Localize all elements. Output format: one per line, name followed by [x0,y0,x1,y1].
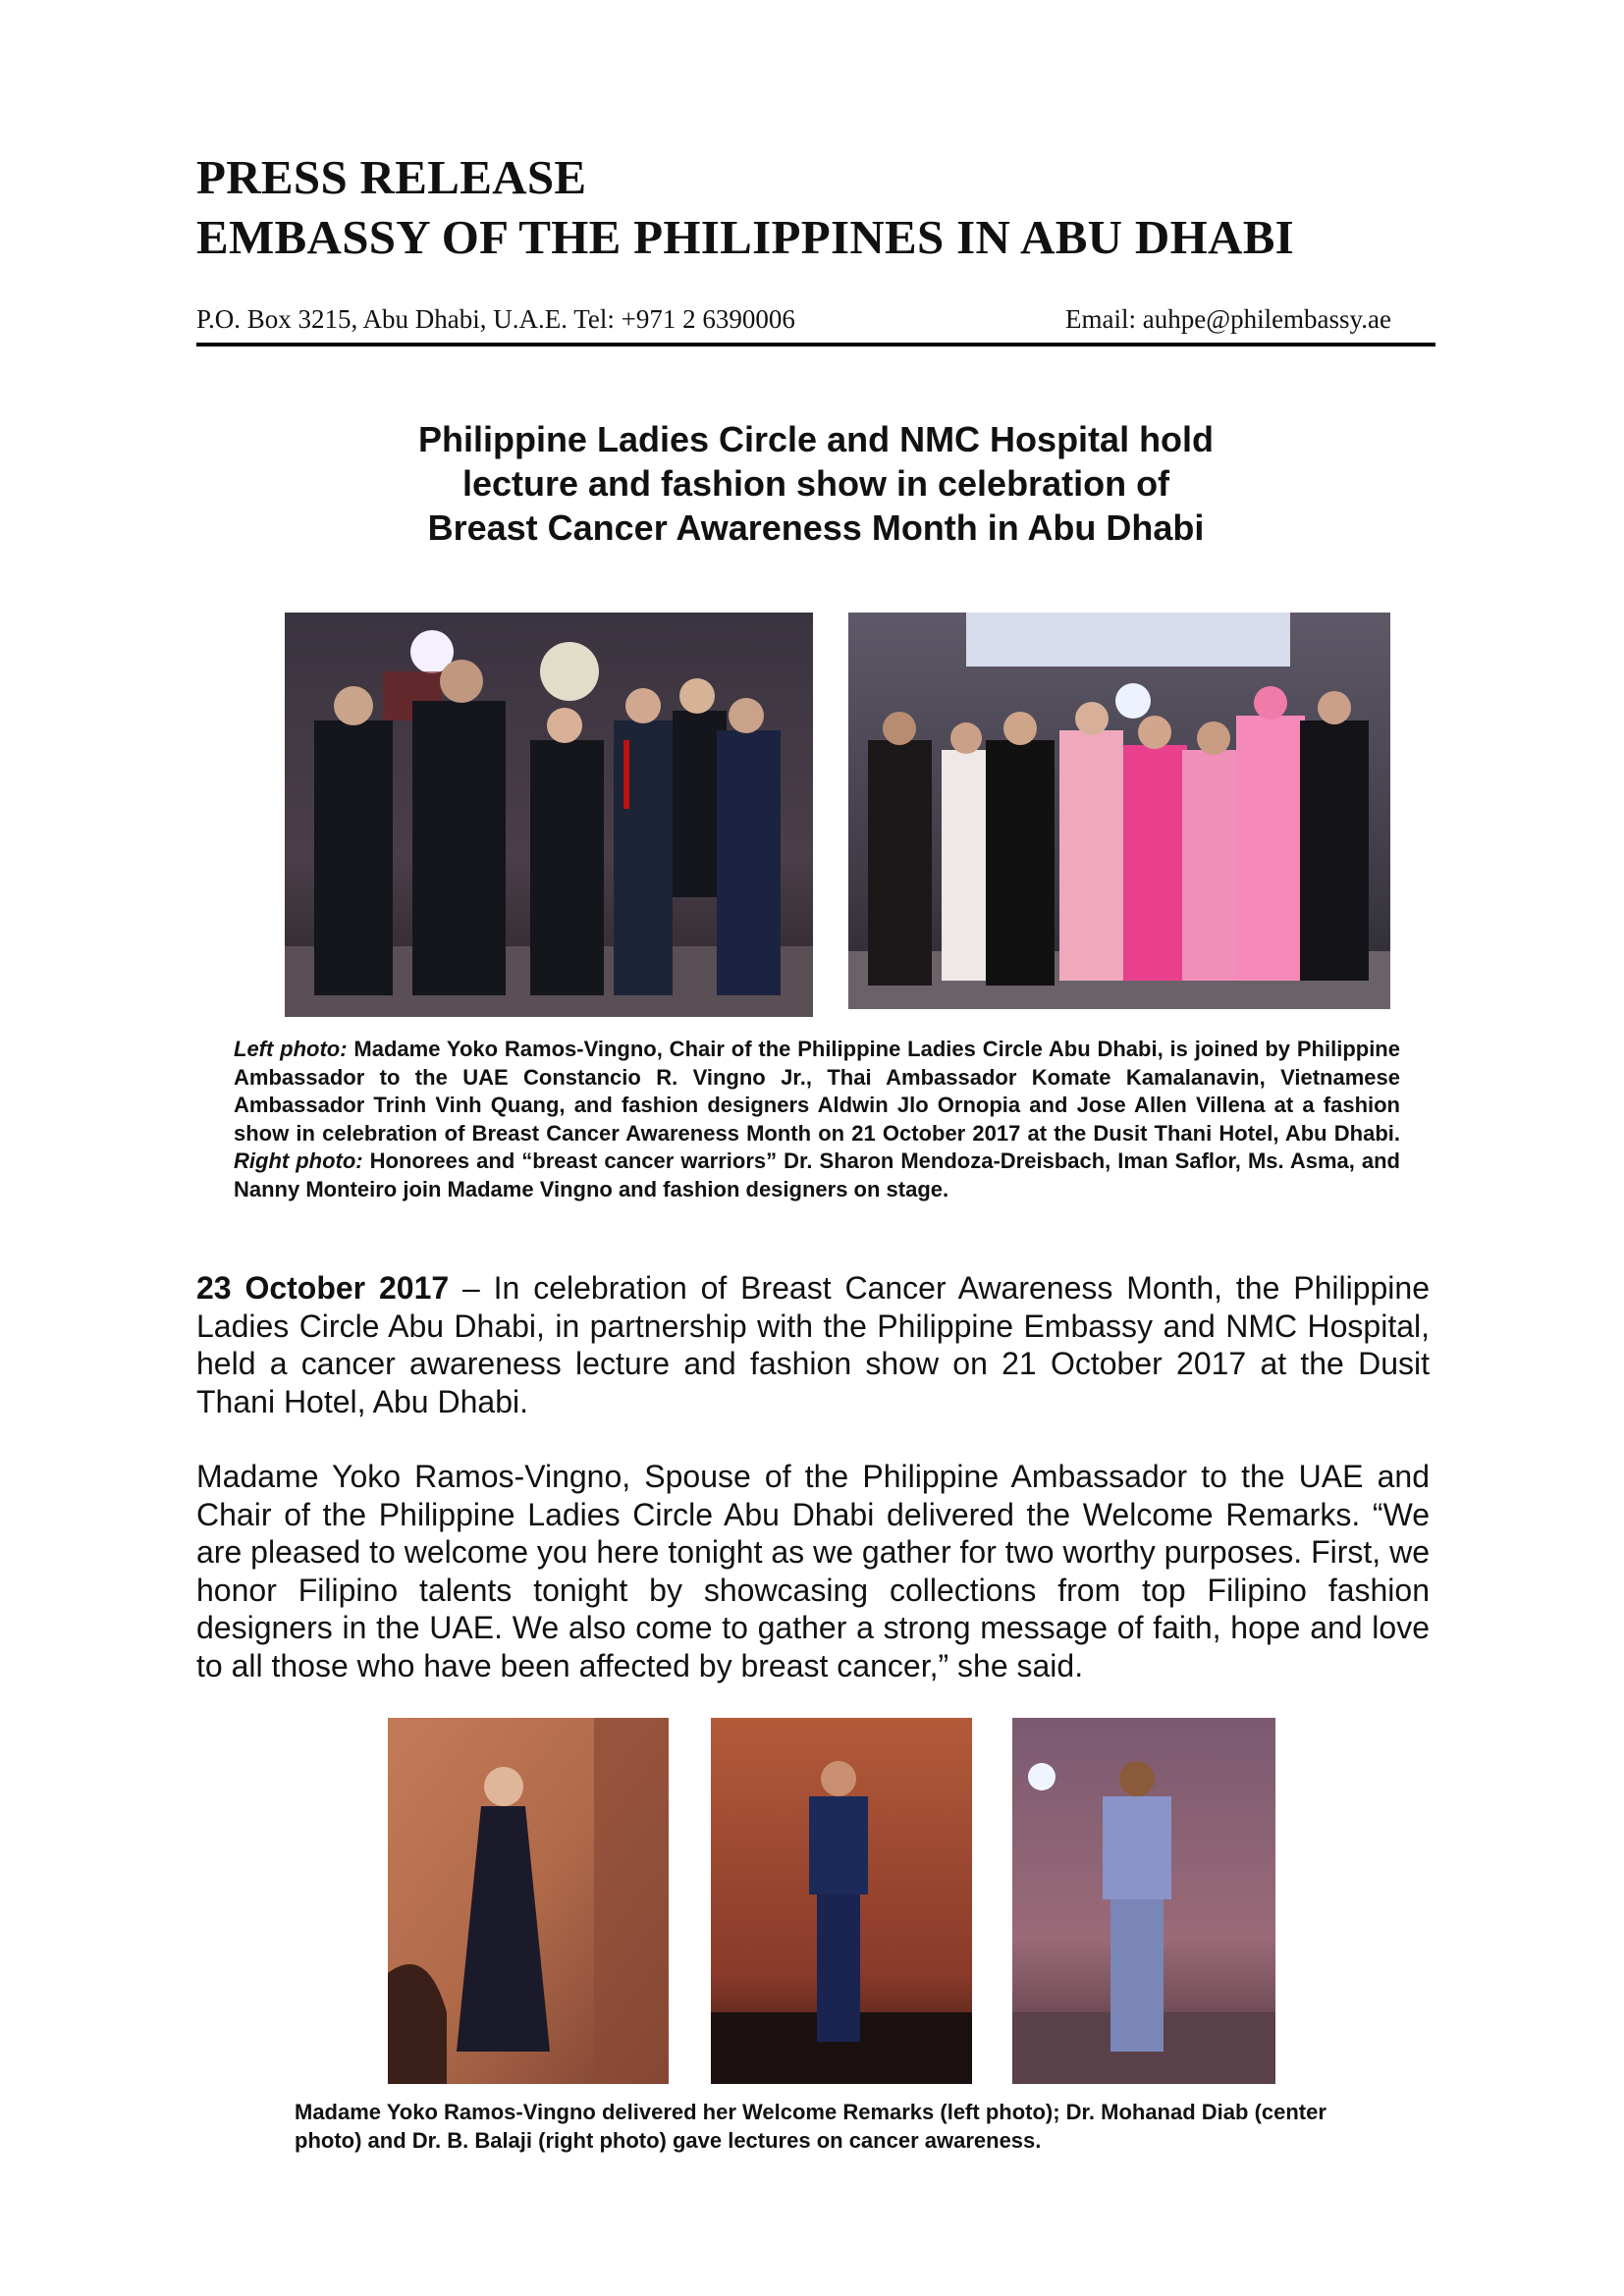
photo-honorees-on-stage [848,613,1390,1009]
bottom-photos-caption: Madame Yoko Ramos-Vingno delivered her Welcome Remarks (left photo); Dr. Mohanad Diab (center photo) and Dr. B. Balaji (right photo) gave lectures on cancer awareness. [295,2100,1326,2153]
article-headline [196,417,1435,550]
header-divider [196,343,1435,347]
headline-line-3: Breast Cancer Awareness Month in Abu Dhabi [427,507,1205,548]
photo-dr-mohanad-diab [711,1718,972,2084]
press-release-title [196,147,1294,267]
caption-left-label: Left photo: [234,1037,348,1061]
caption-right-label: Right photo: [234,1148,363,1173]
title-line-embassy: EMBASSY OF THE PHILIPPINES IN ABU DHABI [196,210,1295,264]
body-paragraph-1-text: – In celebration of Breast Cancer Awareness Month, the Philippine Ladies Circle Abu Dhabi, in partnership with the Philippine Embassy and NMC Hospital, held a cancer awareness lecture and fashion show on 21 October 2017 at the Dusit Thani Hotel, Abu Dhabi. [196,1270,1431,1419]
dateline: 23 October 2017 [196,1270,450,1306]
photo-officials-on-stage [285,613,813,1017]
caption-left-text: Madame Yoko Ramos-Vingno, Chair of the Philippine Ladies Circle Abu Dhabi, is joined by Philippine Ambassador to the UAE Constancio R. Vingno Jr., Thai Ambassador Komate Kamalanavin, Vietnamese Ambassador Trinh Vinh Quang, and fashion designers Aldwin Jlo Ornopia and Jose Allen Villena at a fashion show in celebration of Breast Cancer Awareness Month on 21 October 2017 at the Dusit Thani Hotel, Abu Dhabi. [234,1037,1400,1146]
body-paragraph-1 [196,1269,1430,1420]
title-line-press-release: PRESS RELEASE [196,150,587,204]
headline-line-1: Philippine Ladies Circle and NMC Hospital hold [417,419,1215,459]
contact-email: Email: auhpe@philembassy.ae [1065,304,1392,334]
headline-line-2: lecture and fashion show in celebration of [461,463,1170,504]
caption-right-text: Honorees and “breast cancer warriors” Dr. Sharon Mendoza-Dreisbach, Iman Saflor, Ms. Asma, and Nanny Monteiro join Madame Vingno and fashion designers on stage. [234,1148,1400,1201]
body-paragraph-2: Madame Yoko Ramos-Vingno, Spouse of the Philippine Ambassador to the UAE and Chair of the Philippine Ladies Circle Abu Dhabi delivered the Welcome Remarks. “We are pleased to welcome you here tonight as we gather for two worthy purposes. First, we honor Filipino talents tonight by showcasing collections from top Filipino fashion designers in the UAE. We also come to gather a strong message of faith, hope and love to all those who have been affected by breast cancer,” she said. [196,1459,1430,1683]
top-photos-caption [234,1036,1400,1203]
photo-welcome-remarks [388,1718,669,2084]
photo-dr-b-balaji [1012,1718,1275,2084]
contact-address: P.O. Box 3215, Abu Dhabi, U.A.E. Tel: +971 2 6390006 [196,304,795,334]
